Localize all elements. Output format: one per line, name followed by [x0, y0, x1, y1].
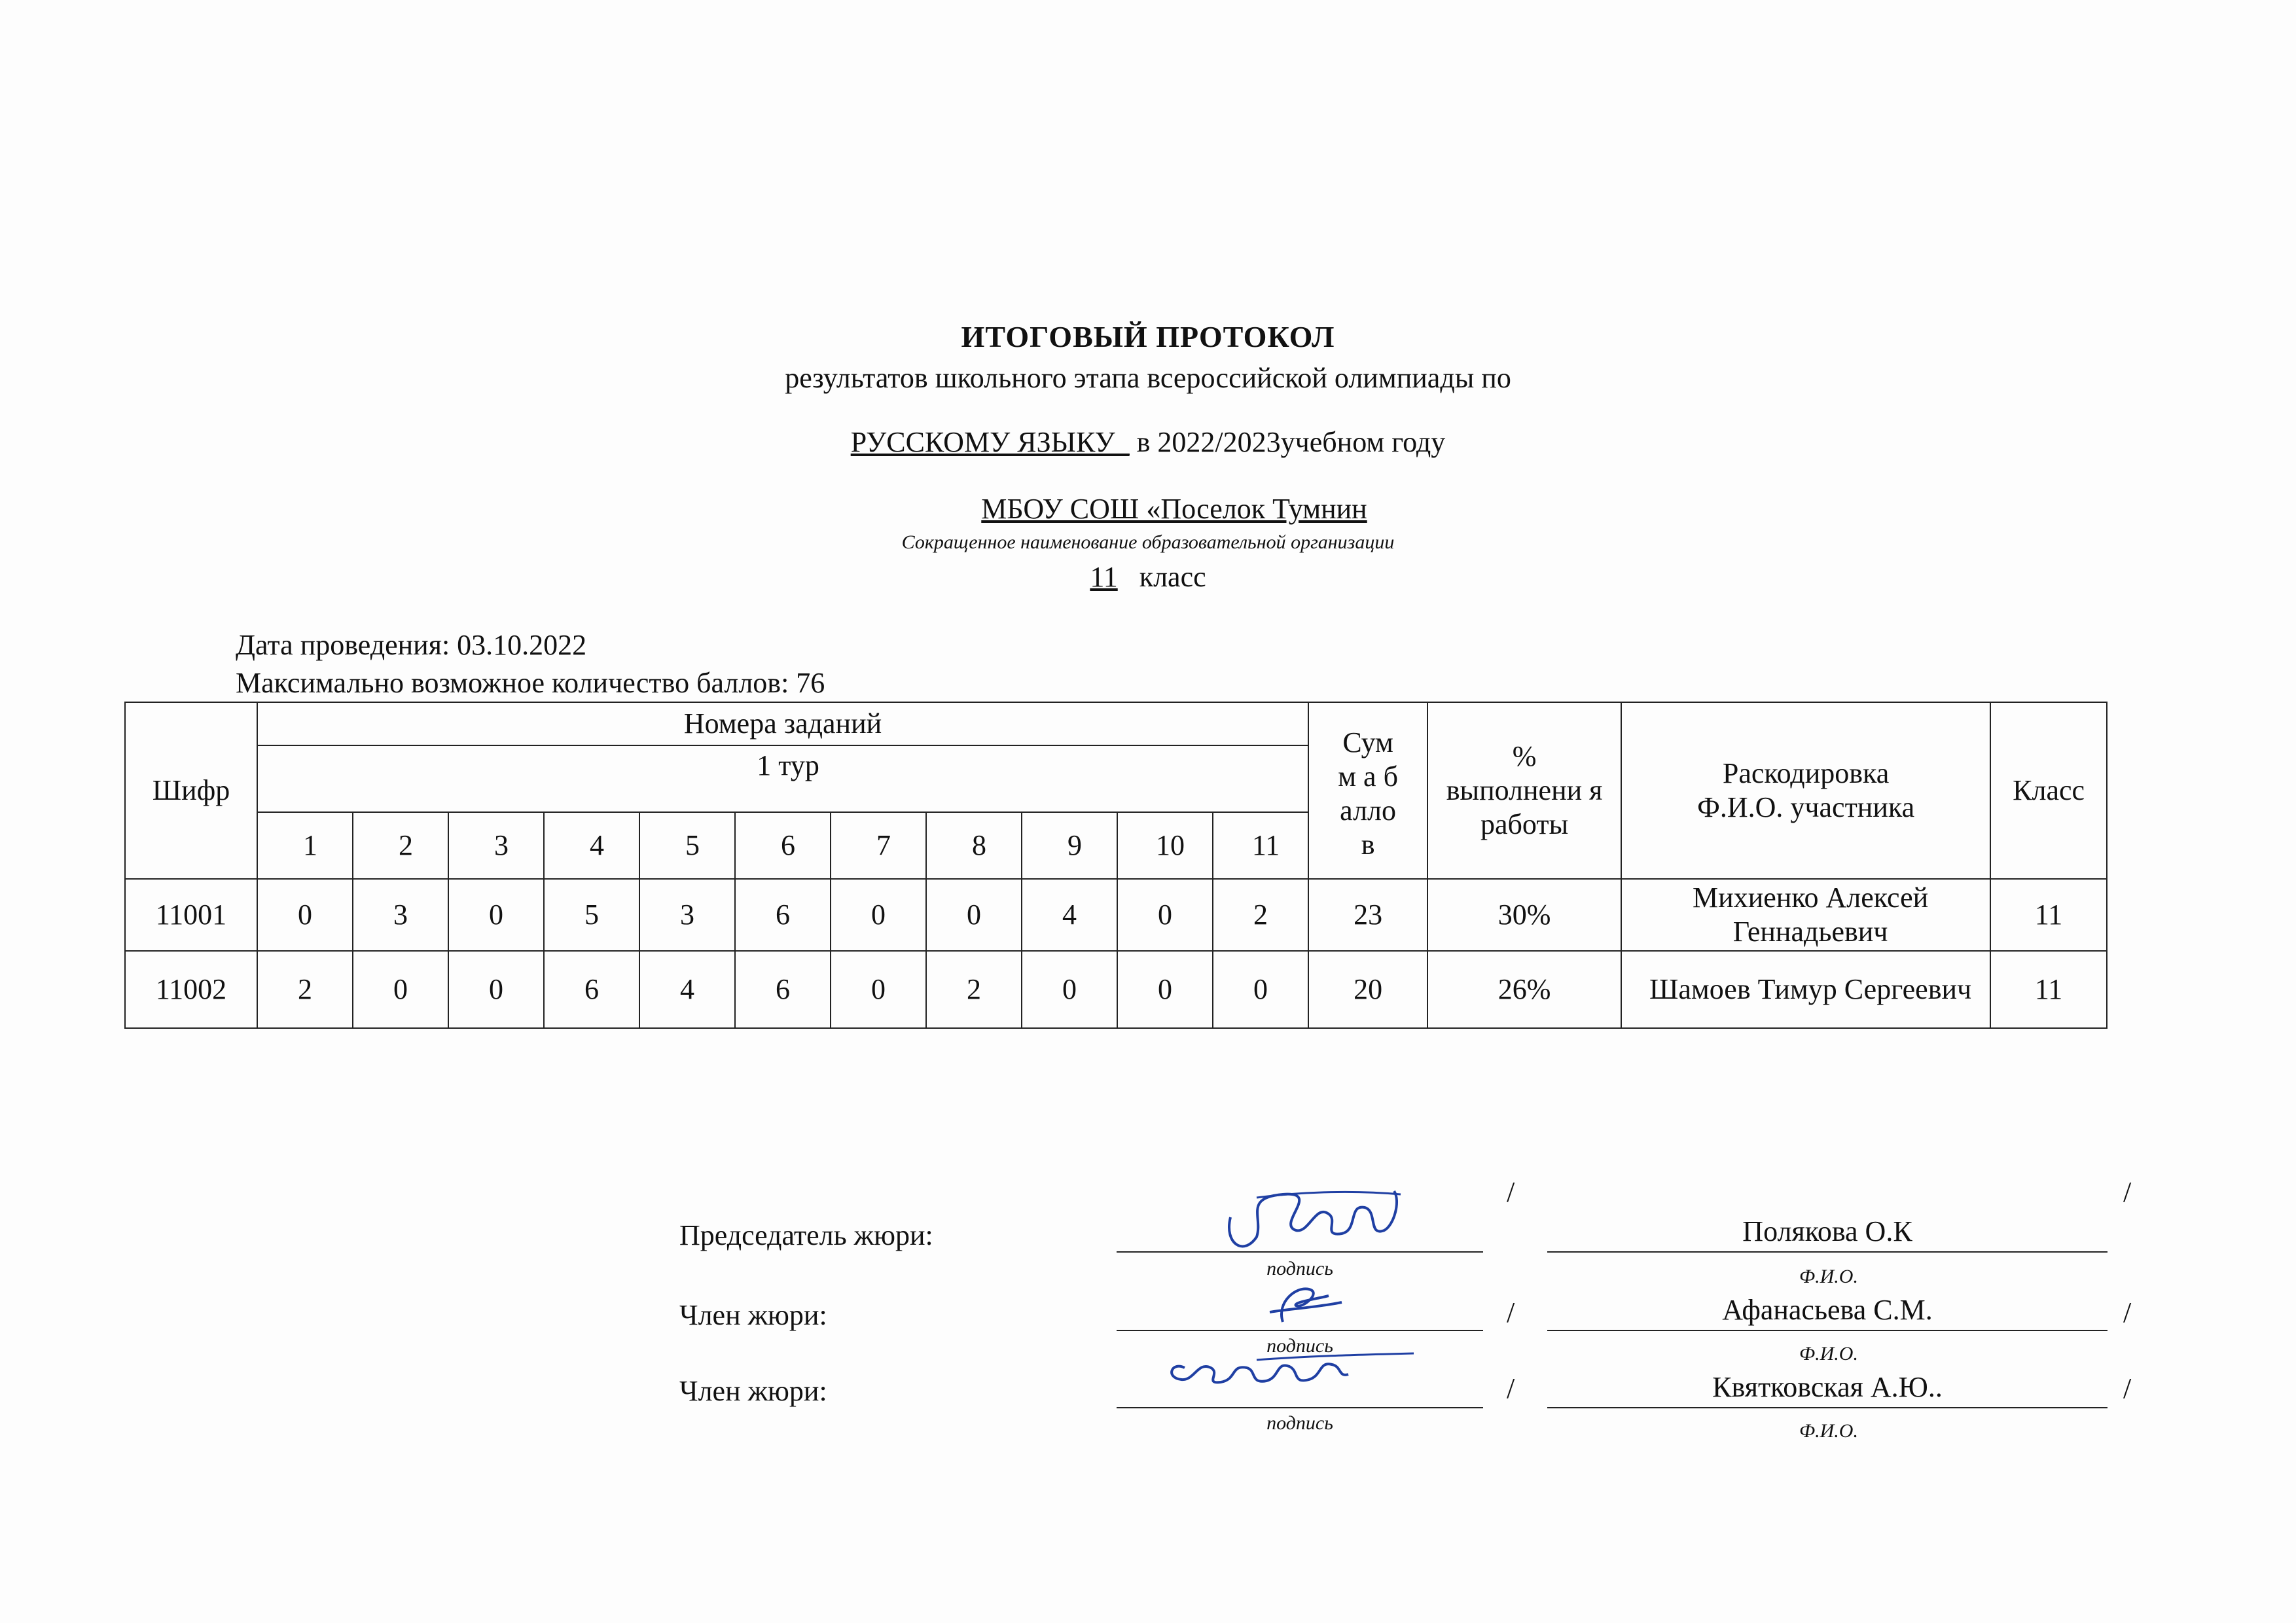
score-cell: 0: [257, 879, 353, 951]
sum-cell: 20: [1308, 951, 1427, 1028]
member2-fio-caption: Ф.И.О.: [1799, 1420, 1858, 1442]
document-title: ИТОГОВЫЙ ПРОТОКОЛ: [961, 320, 1335, 353]
percent-cell: 30%: [1427, 879, 1621, 951]
member2-slash-right: /: [2123, 1372, 2132, 1404]
score-cell: 3: [353, 879, 448, 951]
task-number-header: 6: [735, 812, 831, 879]
chair-fio-line: [1547, 1251, 2108, 1253]
grade-suffix: класс: [1117, 561, 1206, 593]
cipher-cell: 11002: [125, 951, 257, 1028]
score-cell: 0: [1022, 951, 1117, 1028]
member1-slash-right: /: [2123, 1296, 2132, 1329]
score-cell: 2: [257, 951, 353, 1028]
score-cell: 2: [926, 951, 1022, 1028]
task-number-header: 11: [1213, 812, 1308, 879]
member1-sign-caption: подпись: [1266, 1335, 1333, 1357]
chair-label: Председатель жюри:: [679, 1219, 933, 1251]
task-number-header: 1: [257, 812, 353, 879]
organization-name: МБОУ СОШ «Поселок Тумнин: [981, 493, 1367, 525]
score-cell: 6: [735, 951, 831, 1028]
member2-name: Квятковская А.Ю..: [1712, 1371, 1943, 1403]
member2-fio-line: [1547, 1407, 2108, 1408]
task-number-header: 10: [1117, 812, 1213, 879]
header-decode-line1: Раскодировка: [1722, 757, 1890, 789]
participant-name-cell: Шамоев Тимур Сергеевич: [1621, 951, 1990, 1028]
task-number-header: 9: [1022, 812, 1117, 879]
score-cell: 0: [831, 879, 926, 951]
score-cell: 0: [1117, 879, 1213, 951]
member2-label: Член жюри:: [679, 1375, 827, 1407]
member1-name: Афанасьева С.М.: [1722, 1294, 1933, 1326]
document-subtitle: результатов школьного этапа всероссийской олимпиады по: [785, 362, 1511, 394]
score-cell: 3: [639, 879, 735, 951]
member1-slash-left: /: [1507, 1296, 1515, 1329]
grade-number: 11: [1090, 561, 1118, 593]
member1-label: Член жюри:: [679, 1299, 827, 1331]
sum-cell: 23: [1308, 879, 1427, 951]
class-cell: 11: [1990, 951, 2107, 1028]
task-number-header: 7: [831, 812, 926, 879]
header-decode: [1621, 702, 1990, 879]
member1-fio-caption: Ф.И.О.: [1799, 1343, 1858, 1364]
grade-line: [0, 560, 2296, 594]
header-class: Класс: [1990, 702, 2107, 879]
event-date: Дата проведения: 03.10.2022: [236, 629, 587, 661]
score-cell: 0: [448, 951, 544, 1028]
header-round: 1 тур: [257, 745, 1308, 812]
chair-name: Полякова О.К: [1742, 1215, 1912, 1247]
header-decode-line2: Ф.И.О. участника: [1697, 791, 1915, 823]
score-cell: 4: [1022, 879, 1117, 951]
member2-sign-line: [1117, 1407, 1483, 1408]
class-cell: 11: [1990, 879, 2107, 951]
participant-name-cell: Михиенко Алексей Геннадьевич: [1621, 879, 1990, 951]
subject-line: [0, 425, 2296, 459]
chair-fio-caption: Ф.И.О.: [1799, 1266, 1858, 1287]
header-percent: [1427, 702, 1621, 879]
chair-slash-right: /: [2123, 1176, 2132, 1208]
score-cell: 6: [735, 879, 831, 951]
task-number-header: 5: [639, 812, 735, 879]
header-percent-text: % выполнени я работы: [1446, 740, 1603, 840]
chair-sign-caption: подпись: [1266, 1258, 1333, 1279]
member2-signature: [1158, 1348, 1420, 1400]
percent-cell: 26%: [1427, 951, 1621, 1028]
score-cell: 6: [544, 951, 639, 1028]
score-cell: 2: [1213, 879, 1308, 951]
header-sum-text: Сумм а балло в: [1338, 726, 1398, 861]
score-cell: 0: [1117, 951, 1213, 1028]
academic-year: в 2022/2023учебном году: [1129, 426, 1446, 458]
score-cell: 0: [353, 951, 448, 1028]
score-cell: 0: [831, 951, 926, 1028]
task-number-header: 4: [544, 812, 639, 879]
cipher-cell: 11001: [125, 879, 257, 951]
score-cell: 0: [926, 879, 1022, 951]
header-sum: [1308, 702, 1427, 879]
task-number-header: 3: [448, 812, 544, 879]
table-row: [125, 951, 2107, 1028]
score-cell: 0: [1213, 951, 1308, 1028]
member2-slash-left: /: [1507, 1372, 1515, 1404]
score-cell: 0: [448, 879, 544, 951]
header-task-numbers: Номера заданий: [257, 702, 1308, 745]
max-points: Максимально возможное количество баллов: 76: [236, 667, 825, 699]
header-cipher: Шифр: [125, 702, 257, 879]
member2-sign-caption: подпись: [1266, 1412, 1333, 1434]
score-cell: 4: [639, 951, 735, 1028]
score-cell: 5: [544, 879, 639, 951]
table-row: [125, 879, 2107, 951]
task-number-header: 2: [353, 812, 448, 879]
task-number-header: 8: [926, 812, 1022, 879]
member1-fio-line: [1547, 1330, 2108, 1331]
organization-caption: Сокращенное наименование образовательной организации: [901, 531, 1395, 553]
member1-signature: [1257, 1276, 1348, 1335]
subject-name: РУССКОМУ ЯЗЫКУ_: [850, 426, 1130, 458]
chair-signature: [1217, 1178, 1414, 1263]
chair-slash-left: /: [1507, 1176, 1515, 1208]
results-table: [124, 702, 2108, 1029]
